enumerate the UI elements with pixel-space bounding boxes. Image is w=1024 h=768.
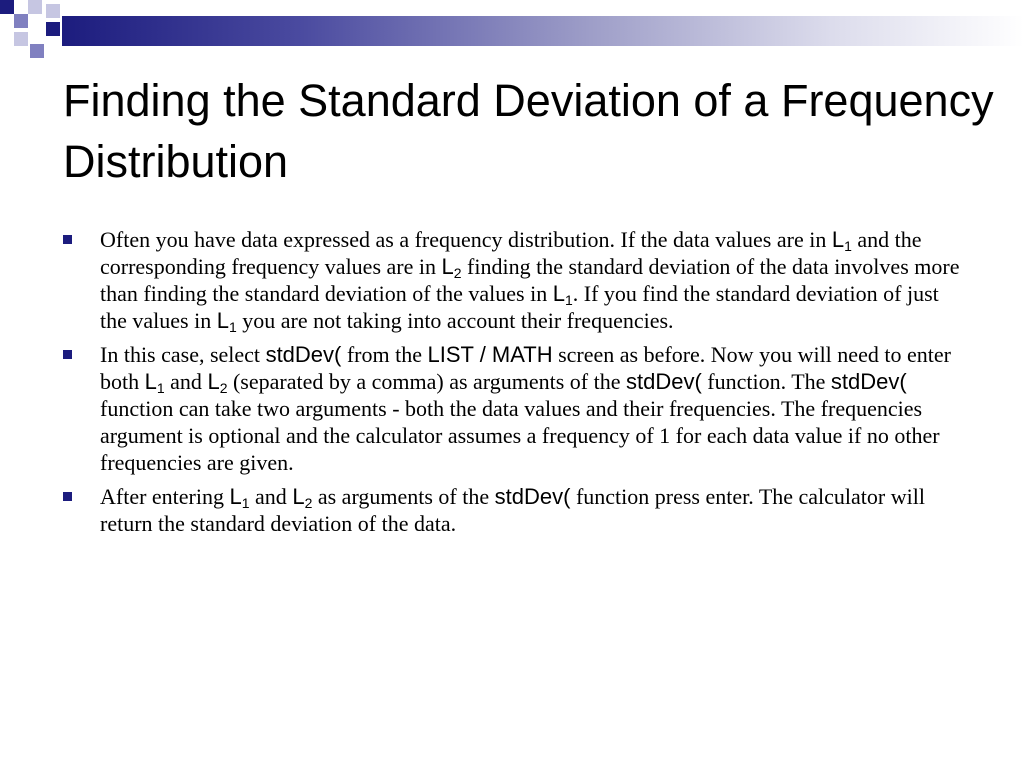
- function-name: stdDev(: [626, 369, 702, 394]
- deco-square: [46, 22, 60, 36]
- list-name: L: [207, 369, 220, 394]
- text-span: . If you find the standard deviation of just the values in: [100, 281, 939, 333]
- deco-square: [28, 0, 42, 14]
- square-bullet-icon: [63, 350, 72, 359]
- header-gradient-bar: [62, 16, 1024, 46]
- bullet-item: [63, 226, 963, 334]
- list-name: L: [552, 281, 565, 306]
- deco-square: [30, 44, 44, 58]
- bullet-item: [63, 483, 963, 537]
- deco-square: [0, 0, 14, 14]
- text-span: and: [249, 484, 293, 509]
- function-name: stdDev(: [830, 369, 907, 394]
- bullet-list: [63, 226, 963, 544]
- text-span: and the corresponding frequency values are in: [100, 227, 922, 279]
- text-span: finding the standard deviation of the data involves more than finding the standard deviation of the values in: [100, 254, 960, 306]
- bullet-item: [63, 341, 963, 476]
- list-subscript: 1: [241, 495, 250, 511]
- list-name: L: [144, 369, 157, 394]
- list-subscript: 2: [453, 265, 462, 281]
- bullet-text: [100, 483, 963, 537]
- slide-title: Finding the Standard Deviation of a Frequency Distribution: [63, 75, 994, 187]
- list-subscript: 1: [844, 238, 852, 254]
- list-name: L: [216, 308, 229, 333]
- list-subscript: 2: [304, 495, 313, 511]
- square-bullet-icon: [63, 492, 72, 501]
- text-span: as arguments of the: [312, 484, 495, 509]
- list-name: L: [292, 484, 305, 509]
- text-span: function can take two arguments - both the data values and their frequencies. The frequencies argument is optional and the calculator assumes a frequency of 1 for each data value if no other frequencies are given.: [100, 396, 940, 475]
- list-name: L: [441, 254, 454, 279]
- deco-square: [46, 4, 60, 18]
- function-name: stdDev(: [265, 342, 342, 367]
- bullet-text: [100, 341, 963, 476]
- text-span: from the: [341, 342, 428, 367]
- text-span: Often you have data expressed as a frequency distribution. If the data values are in: [100, 227, 832, 252]
- text-span: and: [164, 369, 208, 394]
- text-span: screen as before. Now you will need to enter both: [100, 342, 951, 394]
- bullet-text: [100, 226, 963, 334]
- square-bullet-icon: [63, 235, 72, 244]
- text-span: function. The: [701, 369, 831, 394]
- deco-square: [14, 14, 28, 28]
- deco-square: [14, 32, 28, 46]
- list-subscript: 1: [228, 319, 237, 335]
- list-name: L: [831, 227, 845, 252]
- text-span: After entering: [100, 484, 230, 509]
- list-name: L: [229, 484, 242, 509]
- text-span: function press enter. The calculator will return the standard deviation of the data.: [100, 484, 925, 536]
- text-span: you are not taking into account their frequencies.: [236, 308, 674, 333]
- header-decoration: [0, 0, 1024, 60]
- list-subscript: 2: [219, 380, 228, 396]
- list-subscript: 1: [156, 380, 165, 396]
- text-span: In this case, select: [100, 342, 266, 367]
- function-name: stdDev(: [494, 484, 571, 509]
- menu-name: LIST / MATH: [427, 342, 553, 367]
- text-span: (separated by a comma) as arguments of the: [227, 369, 626, 394]
- list-subscript: 1: [564, 292, 573, 308]
